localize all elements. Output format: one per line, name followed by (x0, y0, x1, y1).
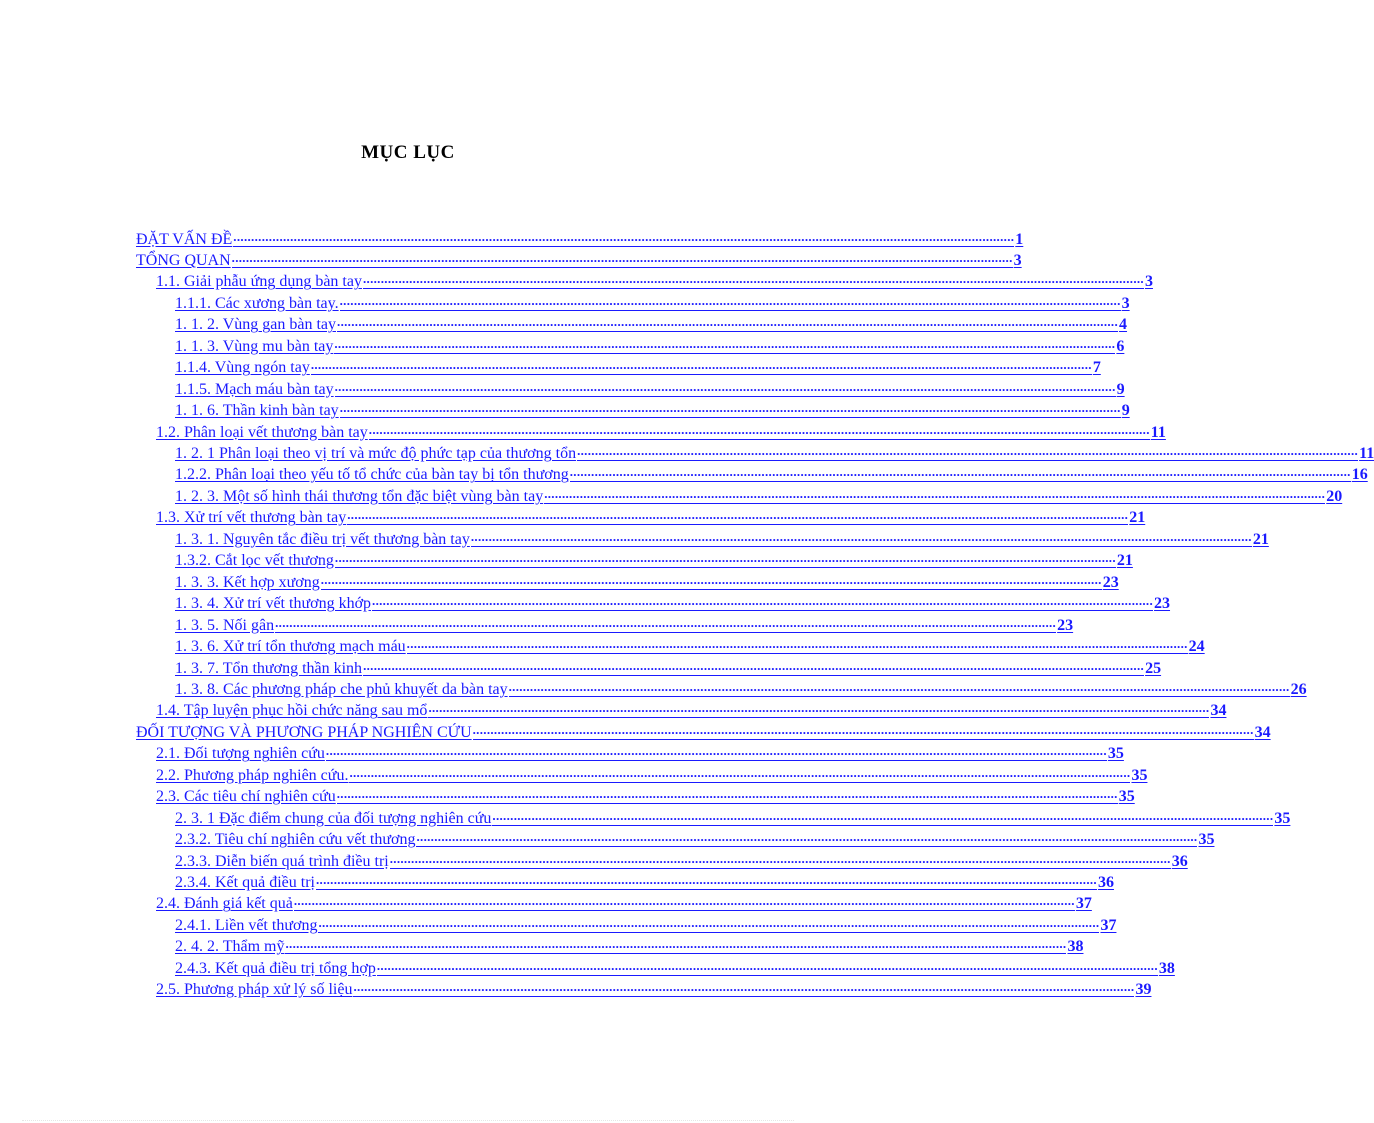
toc-entry-label: ĐẶT VẤN ĐỀ (136, 230, 233, 248)
page-bottom-divider (22, 1120, 794, 1121)
toc-entry[interactable] (136, 719, 1271, 741)
toc-entry-label: 1.4. Tập luyện phục hồi chức năng sau mổ (156, 702, 428, 720)
toc-dot-leader: ............................................................................................................................................................................................................................ (340, 401, 1121, 418)
toc-entry[interactable] (175, 290, 1130, 312)
toc-entry[interactable] (175, 526, 1269, 548)
toc-entry-page-number: 3 (1144, 273, 1153, 291)
toc-entry-page-number: 21 (1129, 509, 1146, 527)
toc-entry[interactable] (175, 441, 1374, 463)
toc-entry[interactable] (136, 226, 1024, 248)
toc-entry[interactable] (156, 762, 1148, 784)
toc-entry-page-number: 37 (1100, 916, 1117, 934)
toc-entry[interactable] (175, 848, 1188, 870)
toc-entry-page-number: 26 (1290, 680, 1307, 698)
toc-entry-label: 1. 3. 5. Nối gân (175, 616, 275, 634)
toc-dot-leader: ............................................................................................................................................................................................................................ (318, 916, 1099, 933)
toc-entry-label: 1.3. Xử trí vết thương bàn tay (156, 509, 347, 527)
toc-dot-leader: ............................................................................................................................................................................................................................ (294, 894, 1075, 911)
toc-dot-leader: ............................................................................................................................................................................................................................ (428, 701, 1209, 718)
toc-entry-label: 2. 4. 2. Thẩm mỹ (175, 938, 285, 956)
toc-entry-label: 2.3. Các tiêu chí nghiên cứu (156, 788, 336, 806)
toc-dot-leader: ............................................................................................................................................................................................................................ (363, 272, 1144, 289)
toc-dot-leader: ............................................................................................................................................................................................................................ (390, 852, 1171, 869)
toc-entry-page-number: 36 (1171, 852, 1188, 870)
toc-entry[interactable] (156, 269, 1153, 291)
toc-entry-label: 2.4. Đánh giá kết quả (156, 895, 293, 913)
toc-dot-leader: ............................................................................................................................................................................................................................ (316, 873, 1097, 890)
toc-entry-label: 1.1.5. Mạch máu bàn tay (175, 380, 334, 398)
toc-entry[interactable] (136, 247, 1022, 269)
toc-entry-label: 2. 3. 1 Đặc điểm chung của đối tượng nghiên cứu (175, 809, 492, 827)
toc-entry-label: 1.1.1. Các xương bàn tay. (175, 294, 339, 312)
toc-entry-label: 1.3.2. Cắt lọc vết thương (175, 552, 334, 570)
toc-entry-page-number: 3 (1013, 251, 1022, 269)
toc-entry[interactable] (175, 655, 1162, 677)
toc-dot-leader: ............................................................................................................................................................................................................................ (473, 723, 1254, 740)
toc-entry[interactable] (175, 569, 1119, 591)
toc-dot-leader: ............................................................................................................................................................................................................................ (340, 294, 1121, 311)
toc-entry-page-number: 35 (1107, 745, 1124, 763)
toc-entry-page-number: 24 (1188, 638, 1205, 656)
toc-dot-leader: ............................................................................................................................................................................................................................ (544, 487, 1325, 504)
toc-entry-label: 2.3.4. Kết quả điều trị (175, 874, 315, 891)
toc-entry-page-number: 9 (1121, 402, 1130, 420)
toc-entry[interactable] (175, 312, 1128, 334)
toc-entry[interactable] (175, 870, 1114, 892)
toc-entry[interactable] (175, 612, 1074, 634)
toc-entry-page-number: 11 (1359, 445, 1374, 462)
toc-entry-label: 1. 3. 8. Các phương pháp che phủ khuyết da bàn tay (175, 680, 508, 698)
toc-dot-leader: ............................................................................................................................................................................................................................ (349, 766, 1130, 783)
toc-dot-leader: ............................................................................................................................................................................................................................ (337, 787, 1118, 804)
toc-entry[interactable] (175, 591, 1171, 613)
toc-dot-leader: ............................................................................................................................................................................................................................ (407, 637, 1188, 654)
toc-entry[interactable] (175, 483, 1343, 505)
toc-dot-leader: ............................................................................................................................................................................................................................ (372, 594, 1153, 611)
toc-dot-leader: ............................................................................................................................................................................................................................ (311, 358, 1092, 375)
toc-entry-label: 1. 3. 1. Nguyên tắc điều trị vết thương bàn tay (175, 530, 470, 548)
toc-entry[interactable] (175, 805, 1291, 827)
toc-entry-page-number: 39 (1135, 981, 1152, 999)
toc-entry-label: 1. 1. 3. Vùng mu bàn tay (175, 337, 334, 355)
toc-entry-label: 1. 2. 1 Phân loại theo vị trí và mức độ phức tạp của thương tổn (175, 445, 577, 462)
toc-entry-label: ĐỐI TƯỢNG VÀ PHƯƠNG PHÁP NGHIÊN CỨU (136, 723, 472, 741)
toc-entry-label: 1. 3. 6. Xử trí tổn thương mạch máu (175, 638, 406, 656)
toc-entry-page-number: 7 (1092, 359, 1101, 377)
toc-entry[interactable] (175, 912, 1117, 934)
toc-entry[interactable] (175, 333, 1125, 355)
toc-entry[interactable] (175, 355, 1101, 377)
toc-dot-leader: ............................................................................................................................................................................................................................ (492, 809, 1273, 826)
toc-dot-leader: ............................................................................................................................................................................................................................ (416, 830, 1197, 847)
toc-entry-page-number: 38 (1158, 959, 1175, 977)
toc-dot-leader: ............................................................................................................................................................................................................................ (509, 680, 1290, 697)
toc-entry[interactable] (175, 462, 1368, 484)
toc-entry-page-number: 23 (1057, 616, 1074, 634)
toc-entry-page-number: 11 (1150, 423, 1166, 441)
toc-entry-page-number: 1 (1015, 230, 1024, 248)
toc-dot-leader: ............................................................................................................................................................................................................................ (321, 573, 1102, 590)
toc-entry-page-number: 3 (1121, 294, 1130, 312)
toc-entry-page-number: 16 (1351, 466, 1368, 484)
toc-dot-leader: ............................................................................................................................................................................................................................ (570, 465, 1351, 482)
toc-entry[interactable] (156, 505, 1146, 527)
toc-entry-label: 1. 1. 2. Vùng gan bàn tay (175, 316, 337, 334)
toc-dot-leader: ............................................................................................................................................................................................................................ (335, 551, 1116, 568)
toc-entry-page-number: 34 (1210, 702, 1227, 720)
toc-entry-label: 1. 2. 3. Một số hình thái thương tổn đặc biệt vùng bàn tay (175, 487, 544, 505)
toc-entry-page-number: 23 (1154, 595, 1171, 613)
toc-entry-page-number: 35 (1198, 831, 1215, 849)
toc-entry[interactable] (175, 548, 1133, 570)
toc-entry-page-number: 9 (1116, 380, 1125, 398)
toc-entry[interactable] (175, 934, 1084, 956)
toc-entry-page-number: 21 (1252, 530, 1269, 548)
toc-entry[interactable] (156, 784, 1135, 806)
toc-dot-leader: ............................................................................................................................................................................................................................ (363, 659, 1144, 676)
toc-entry-label: TỔNG QUAN (136, 251, 231, 269)
toc-dot-leader: ............................................................................................................................................................................................................................ (275, 616, 1056, 633)
page-title: MỤC LỤC (361, 142, 455, 163)
toc-entry[interactable] (175, 634, 1205, 656)
toc-entry-page-number: 21 (1116, 552, 1133, 570)
toc-entry-page-number: 4 (1119, 316, 1128, 334)
toc-entry-label: 1. 3. 3. Kết hợp xương (175, 573, 320, 591)
toc-entry-label: 2.1. Đối tượng nghiên cứu (156, 745, 325, 763)
toc-dot-leader: ............................................................................................................................................................................................................................ (334, 337, 1115, 354)
toc-dot-leader: ............................................................................................................................................................................................................................ (377, 959, 1158, 976)
toc-entry-label: 2.3.2. Tiêu chí nghiên cứu vết thương (175, 831, 416, 849)
toc-entry[interactable] (175, 827, 1215, 849)
toc-entry-page-number: 36 (1097, 874, 1114, 891)
toc-entry-label: 1. 3. 7. Tổn thương thần kinh (175, 659, 363, 677)
toc-entry-page-number: 35 (1274, 809, 1291, 827)
toc-entry-page-number: 38 (1067, 938, 1084, 956)
toc-entry-label: 1.1. Giải phẫu ứng dụng bàn tay (156, 273, 362, 291)
toc-entry-page-number: 25 (1145, 659, 1162, 677)
toc-entry[interactable] (156, 977, 1152, 999)
toc-entry[interactable] (156, 698, 1227, 720)
toc-dot-leader: ............................................................................................................................................................................................................................ (285, 937, 1066, 954)
toc-entry-page-number: 34 (1254, 723, 1271, 741)
toc-entry[interactable] (175, 955, 1175, 977)
toc-entry-label: 1. 3. 4. Xử trí vết thương khớp (175, 595, 372, 613)
toc-entry-label: 1.1.4. Vùng ngón tay (175, 359, 310, 377)
toc-entry-label: 2.4.1. Liền vết thương (175, 916, 318, 934)
toc-entry[interactable] (175, 398, 1130, 420)
toc-dot-leader: ............................................................................................................................................................................................................................ (232, 251, 1013, 268)
toc-entry-page-number: 23 (1102, 573, 1119, 591)
toc-entry-label: 2.3.3. Diễn biến quá trình điều trị (175, 852, 389, 870)
toc-dot-leader: ............................................................................................................................................................................................................................ (326, 744, 1107, 761)
toc-entry-page-number: 37 (1075, 895, 1092, 913)
toc-entry[interactable] (156, 419, 1166, 441)
toc-entry-page-number: 35 (1118, 788, 1135, 806)
toc-entry[interactable] (156, 741, 1124, 763)
toc-dot-leader: ............................................................................................................................................................................................................................ (337, 315, 1118, 332)
toc-entry[interactable] (175, 676, 1307, 698)
toc-dot-leader: ............................................................................................................................................................................................................................ (369, 423, 1150, 440)
toc-entry[interactable] (175, 376, 1125, 398)
toc-entry-page-number: 6 (1116, 337, 1125, 355)
toc-dot-leader: ............................................................................................................................................................................................................................ (233, 230, 1014, 247)
toc-dot-leader: ............................................................................................................................................................................................................................ (353, 980, 1134, 997)
toc-dot-leader: ............................................................................................................................................................................................................................ (335, 380, 1116, 397)
toc-entry-label: 1.2.2. Phân loại theo yếu tố tổ chức của bàn tay bị tổn thương (175, 466, 569, 484)
toc-entry-label: 2.5. Phương pháp xử lý số liệu (156, 981, 353, 999)
toc-dot-leader: ............................................................................................................................................................................................................................ (471, 530, 1252, 547)
toc-dot-leader: ............................................................................................................................................................................................................................ (577, 444, 1358, 461)
toc-entry-label: 2.4.3. Kết quả điều trị tổng hợp (175, 959, 376, 977)
toc-entry-label: 1. 1. 6. Thần kinh bàn tay (175, 402, 339, 420)
toc-entry-label: 2.2. Phương pháp nghiên cứu. (156, 766, 349, 784)
toc-entry[interactable] (156, 891, 1092, 913)
toc-dot-leader: ............................................................................................................................................................................................................................ (347, 508, 1128, 525)
toc-entry-label: 1.2. Phân loại vết thương bàn tay (156, 423, 368, 441)
toc-entry-page-number: 20 (1326, 487, 1343, 505)
toc-entry-page-number: 35 (1131, 766, 1148, 784)
